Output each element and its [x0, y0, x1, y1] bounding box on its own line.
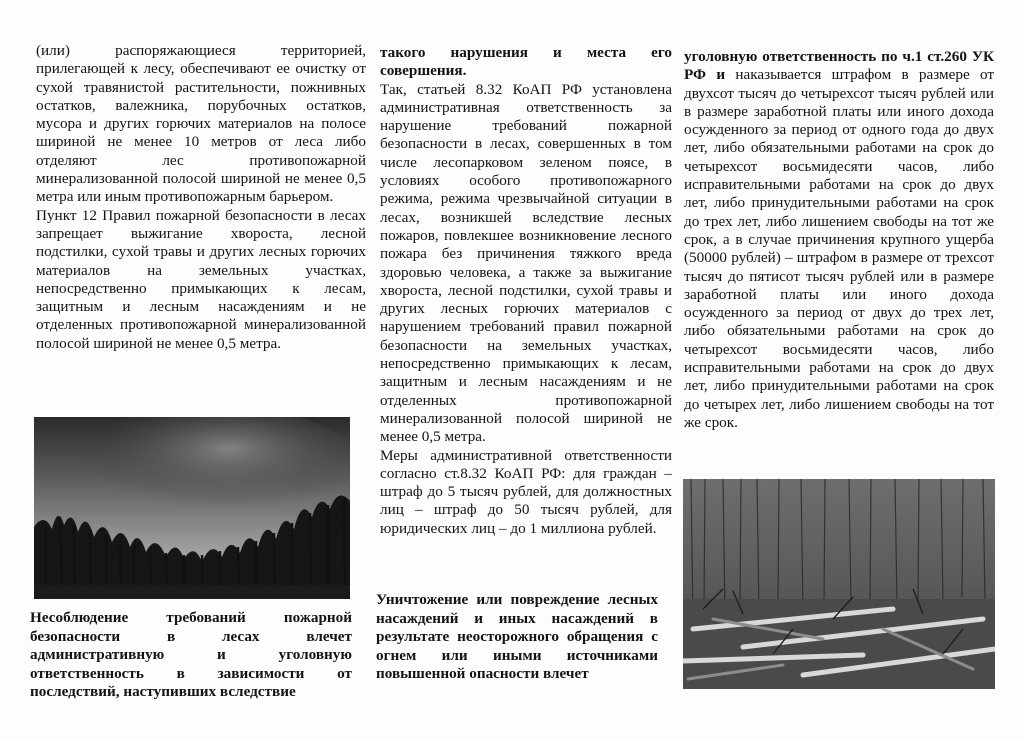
column-3 [684, 48, 994, 432]
col2-heading: такого нарушения и места его совершения. [380, 44, 672, 80]
column-2 [380, 44, 672, 538]
col3-lead-bold: уголовную ответственность по ч.1 ст.260 УК РФ и [684, 48, 994, 84]
col1-bold-caption: Несоблюдение требований пожарной безопасности в лесах влечет административную и уголовную ответственность в зависимости от последствий, наступивших вследствие [30, 609, 352, 701]
col1-paragraph-1: (или) распоряжающиеся территорией, прилегающей к лесу, обеспечивают ее очистку от сухой травянистой растительности, пожнивных остатков, валежника, порубочных остатков, мусора и других горючих материалов на полосе шириной не менее 10 метров от леса либо отделяют лес противопожарной минерализованной полосой шириной не менее 0,5 метра или иным противопожарным барьером. [36, 42, 366, 206]
col3-paragraph-text: наказывается штрафом в размере от двухсот тысяч до четырехсот тысяч рублей или в размере заработной платы или иного дохода осужденного за период от одного года до двух лет, либо обязательными работами на срок до четырехсот восьмидесяти часов, либо исправительными работами на срок до двух лет, либо принудительными работами на срок до трех лет, либо лишением свободы на тот же срок, а в случае причинения крупного ущерба (50000 рублей) – штрафом в размере от трехсот тысяч до пятисот тысяч рублей или в размере заработной платы или иного дохода осужденного за период от двух до трех лет, либо обязательными работами на срок до четырехсот восьмидесяти часов, либо исправительными работами на срок до двух лет, либо принудительными работами на срок до четырех лет, либо лишением свободы на тот же срок. [684, 66, 995, 431]
col3-paragraph [684, 48, 994, 432]
burning-forest-photo [34, 417, 350, 599]
col1-paragraph-2: Пункт 12 Правил пожарной безопасности в лесах запрещает выжигание хвороста, лесной подстилки, сухой травы и других лесных горючих материалов на земельных участках, непосредственно примыкающих к лесам, защитным и лесным насаждениям и не отделенных противопожарной минерализованной полосой шириной не менее 0,5 метра. [36, 206, 366, 352]
burning-forest-image [34, 417, 350, 599]
col2-paragraph-2: Меры административной ответственности согласно ст.8.32 КоАП РФ: для граждан – штраф до 5 тысяч рублей, для должностных лиц – штраф до 50 тысяч рублей, для юридических лиц – до 1 миллиона рублей. [380, 446, 672, 537]
felled-trees-photo [683, 479, 995, 689]
felled-trees-image [683, 479, 995, 689]
column-1 [36, 42, 366, 353]
col2-paragraph-1: Так, статьей 8.32 КоАП РФ установлена административная ответственность за нарушение требований пожарной безопасности в лесах, совершенных в том числе лесопарковом зеленом поясе, в условиях особого противопожарного режима, режима чрезвычайной ситуации в лесах, возникшей вследствие лесных пожаров, повлекшее возникновение лесного пожара без причинения тяжкого вреда здоровью человека, а также за выжигание хвороста, лесной подстилки, сухой травы и других лесных горючих материалов с нарушением требований правил пожарной безопасности на земельных участках, непосредственно примыкающих к лесам, защитным и лесным насаждениям и не отделенных противопожарной минерализованной полосой шириной не менее 0,5 метра. [380, 80, 672, 446]
col2-bold-caption: Уничтожение или повреждение лесных насаждений и иных насаждений в результате неосторожного обращения с огнем или иными источниками повышенной опасности влечет [376, 591, 658, 683]
